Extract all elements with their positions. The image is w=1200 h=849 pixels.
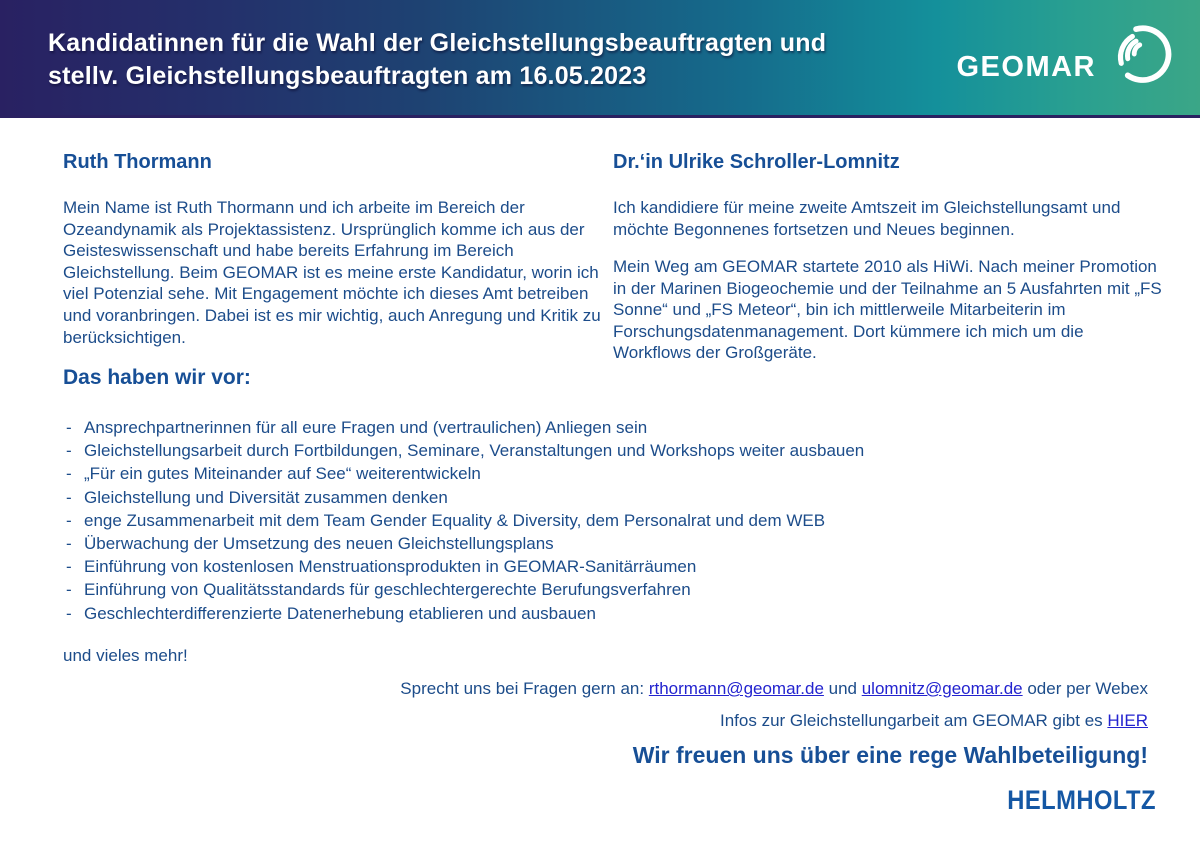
page-title xyxy=(48,27,826,93)
geomar-logo-text: GEOMAR xyxy=(956,51,1096,83)
dash-marker: - xyxy=(66,510,72,530)
list-item xyxy=(66,486,864,509)
contact-connector: und xyxy=(823,679,862,698)
list-item xyxy=(66,532,864,555)
list-item-text: Gleichstellung und Diversität zusammen denken xyxy=(84,487,448,507)
plans-heading: Das haben wir vor: xyxy=(63,366,251,389)
list-item xyxy=(66,555,864,578)
contact-suffix: oder per Webex xyxy=(1022,679,1148,698)
list-item xyxy=(66,509,864,532)
helmholtz-logo: HELMHOLTZ xyxy=(1007,785,1156,815)
page-title-line-2: stellv. Gleichstellungsbeauftragten am 16.05.2023 xyxy=(48,62,647,90)
list-item-text: Ansprechpartnerinnen für all eure Fragen und (vertraulichen) Anliegen sein xyxy=(84,418,648,437)
list-item xyxy=(66,602,864,625)
and-much-more-text: und vieles mehr! xyxy=(63,646,188,665)
candidate-bio-ruth-thormann: Mein Name ist Ruth Thormann und ich arbeite im Bereich der Ozeandynamik als Projektassistenz. Ursprünglich komme ich aus der Geisteswissenschaft und habe bereits Erfahrung im Bereich Gleichstellung. Beim GEOMAR ist es meine erste Kandidatur, worin ich viel Potenzial sehe. Mit Engagement möchte ich dieses Amt betreiben und voranbringen. Dabei ist es mir wichtig, auch Anregung und Kritik zu berücksichtigen. xyxy=(63,198,601,347)
infos-prefix: Infos zur Gleichstellungarbeit am GEOMAR gibt es xyxy=(719,711,1108,730)
list-item-text: Gleichstellungsarbeit durch Fortbildungen, Seminare, Veranstaltungen und Workshops weiter ausbauen xyxy=(84,441,865,461)
infos-line xyxy=(720,711,1148,731)
email-link-rthormann[interactable]: rthormann@geomar.de xyxy=(648,679,824,698)
contact-prefix: Sprecht uns bei Fragen gern an: xyxy=(400,679,649,698)
dash-marker: - xyxy=(66,418,72,437)
list-item-text: Einführung von kostenlosen Menstruationsprodukten in GEOMAR-Sanitärräumen xyxy=(84,557,697,577)
list-item-text: Einführung von Qualitätsstandards für geschlechtergerechte Berufungsverfahren xyxy=(84,580,691,600)
dash-marker: - xyxy=(66,534,72,554)
list-item xyxy=(66,416,864,439)
dash-marker: - xyxy=(66,441,72,461)
dash-marker: - xyxy=(66,603,72,623)
list-item-text: enge Zusammenarbeit mit dem Team Gender Equality & Diversity, dem Personalrat und dem WEB xyxy=(84,510,826,530)
closing-statement: Wir freuen uns über eine rege Wahlbeteiligung! xyxy=(632,742,1148,768)
geomar-logo xyxy=(957,16,1175,94)
candidate-bio-paragraph-1: Ich kandidiere für meine zweite Amtszeit im Gleichstellungsamt und möchte Begonnenes fortsetzen und Neues beginnen. xyxy=(613,198,1121,239)
contact-line xyxy=(400,679,1148,699)
candidate-name-ulrike-schroller-lomnitz: Dr.‘in Ulrike Schroller-Lomnitz xyxy=(613,151,900,173)
list-item-text: „Für ein gutes Miteinander auf See“ weiterentwickeln xyxy=(84,464,481,484)
dash-marker: - xyxy=(66,487,72,507)
list-item xyxy=(66,439,864,462)
dash-marker: - xyxy=(66,580,72,600)
list-item xyxy=(66,578,864,601)
list-item-text: Geschlechterdifferenzierte Datenerhebung etablieren und ausbauen xyxy=(84,603,596,623)
list-item-text: Überwachung der Umsetzung des neuen Gleichstellungsplans xyxy=(84,534,554,554)
page-title-line-1: Kandidatinnen für die Wahl der Gleichstellungsbeauftragten und xyxy=(48,29,827,57)
email-link-ulomnitz[interactable]: ulomnitz@geomar.de xyxy=(861,679,1023,698)
hier-link[interactable]: HIER xyxy=(1107,711,1148,730)
geomar-swirl-icon xyxy=(1100,16,1174,94)
dash-marker: - xyxy=(66,464,72,484)
candidate-name-ruth-thormann: Ruth Thormann xyxy=(63,151,212,173)
list-item xyxy=(66,462,864,485)
plans-list xyxy=(66,416,864,625)
candidate-bio-paragraph-2: Mein Weg am GEOMAR startete 2010 als HiWi. Nach meiner Promotion in der Marinen Biogeochemie und der Teilnahme an 5 Ausfahrten mit „FS Sonne“ und „FS Meteor“, bin ich mittlerweile Mitarbeiterin im Forschungsdatenmanagement. Dort kümmere ich mich um die Workflows der Großgeräte. xyxy=(613,257,1162,363)
dash-marker: - xyxy=(66,557,72,577)
header-banner xyxy=(0,0,1200,118)
